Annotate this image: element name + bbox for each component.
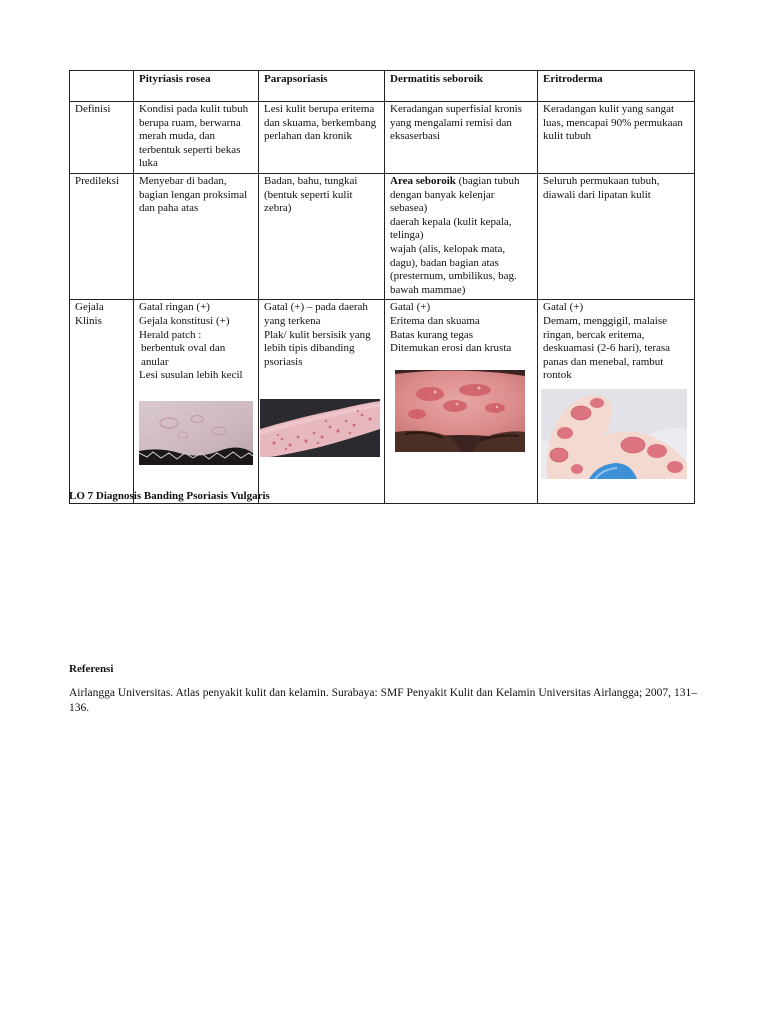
cell-text xyxy=(390,175,532,216)
cell-text: Ditemukan erosi dan krusta xyxy=(390,342,512,355)
cell-text: berbentuk oval dan anular xyxy=(141,342,226,368)
cell-text: Eritema dan skuama xyxy=(390,314,480,327)
table-cell xyxy=(259,102,385,174)
cell-text: Gatal (+) – pada daerah yang terkena xyxy=(264,301,368,327)
eritroderma-photo xyxy=(541,389,687,479)
table-cell xyxy=(259,173,385,299)
table-cell xyxy=(538,173,695,299)
parapsoriasis-photo xyxy=(260,399,380,457)
cell-text: Demam, menggigil, malaise ringan, bercak eritema, deskuamasi (2-6 hari), terasa panas dan menebal, rambut rontok xyxy=(543,314,671,382)
table-cell xyxy=(259,300,385,504)
cell-text: wajah (alis, kelopak mata, dagu), badan bagian atas (presternum, umbilikus, bag. bawah mammae) xyxy=(390,242,517,296)
table-header-row xyxy=(70,71,695,102)
row-label: Gejala Klinis xyxy=(70,300,134,504)
table-cell xyxy=(134,300,259,504)
cell-text: Menyebar di badan, bagian lengan proksimal dan paha atas xyxy=(139,174,248,215)
references-heading: Referensi xyxy=(69,663,114,675)
header-empty-cell xyxy=(70,71,134,102)
cell-text: Batas kurang tegas xyxy=(390,328,474,341)
header-parapsoriasis: Parapsoriasis xyxy=(259,71,385,102)
table-cell xyxy=(385,300,538,504)
header-dermatitis-seboroik: Dermatitis seboroik xyxy=(385,71,538,102)
area-seboroik-bold: Area seboroik xyxy=(390,174,456,187)
table-cell xyxy=(385,173,538,299)
pityriasis-rosea-photo xyxy=(139,401,253,465)
cell-text: Keradangan superfisial kronis yang mengalami remisi dan eksaserbasi xyxy=(390,103,522,143)
table-cell xyxy=(538,102,695,174)
cell-text: Herald patch : xyxy=(139,328,202,341)
cell-text: (bagian tubuh dengan banyak kelenjar sebasea) xyxy=(390,174,520,215)
cell-text: Keradangan kulit yang sangat luas, mencapai 90% permukaan kulit tubuh xyxy=(543,103,683,143)
row-label: Predileksi xyxy=(70,173,134,299)
table-caption: LO 7 Diagnosis Banding Psoriasis Vulgaris xyxy=(69,490,270,502)
cell-text: Gatal ringan (+) xyxy=(139,301,210,314)
table-cell xyxy=(134,173,259,299)
table-cell xyxy=(385,102,538,174)
differential-diagnosis-table xyxy=(69,70,695,504)
table-cell xyxy=(538,300,695,504)
reference-entry: Airlangga Universitas. Atlas penyakit kulit dan kelamin. Surabaya: SMF Penyakit Kulit dan Kelamin Universitas Airlangga; 2007, 131– 136. xyxy=(69,687,697,714)
table-cell xyxy=(134,102,259,174)
cell-text: Gatal (+) xyxy=(543,301,584,314)
dermatitis-seboroik-photo xyxy=(395,370,525,452)
cell-text: Lesi susulan lebih kecil xyxy=(139,369,243,382)
cell-text: Lesi kulit berupa eritema dan skuama, berkembang perlahan dan kronik xyxy=(264,103,377,143)
cell-text: Plak/ kulit bersisik yang lebih tipis dibanding psoriasis xyxy=(264,328,371,368)
header-eritroderma: Eritroderma xyxy=(538,71,695,102)
cell-text: Seluruh permukaan tubuh, diawali dari lipatan kulit xyxy=(543,174,660,201)
table-row-gejala-klinis xyxy=(70,300,695,504)
cell-text: Kondisi pada kulit tubuh berupa ruam, berwarna merah muda, dan terbentuk seperti bekas luka xyxy=(139,103,249,170)
cell-text: Gatal (+) xyxy=(390,301,431,314)
cell-text: daerah kepala (kulit kepala, telinga) xyxy=(390,215,512,242)
row-label: Definisi xyxy=(70,102,134,174)
table-row-predileksi xyxy=(70,173,695,299)
header-pityriasis-rosea: Pityriasis rosea xyxy=(134,71,259,102)
cell-text: Gejala konstitusi (+) xyxy=(139,314,230,327)
table-row-definisi xyxy=(70,102,695,174)
cell-text: Badan, bahu, tungkai (bentuk seperti kulit zebra) xyxy=(264,174,358,215)
